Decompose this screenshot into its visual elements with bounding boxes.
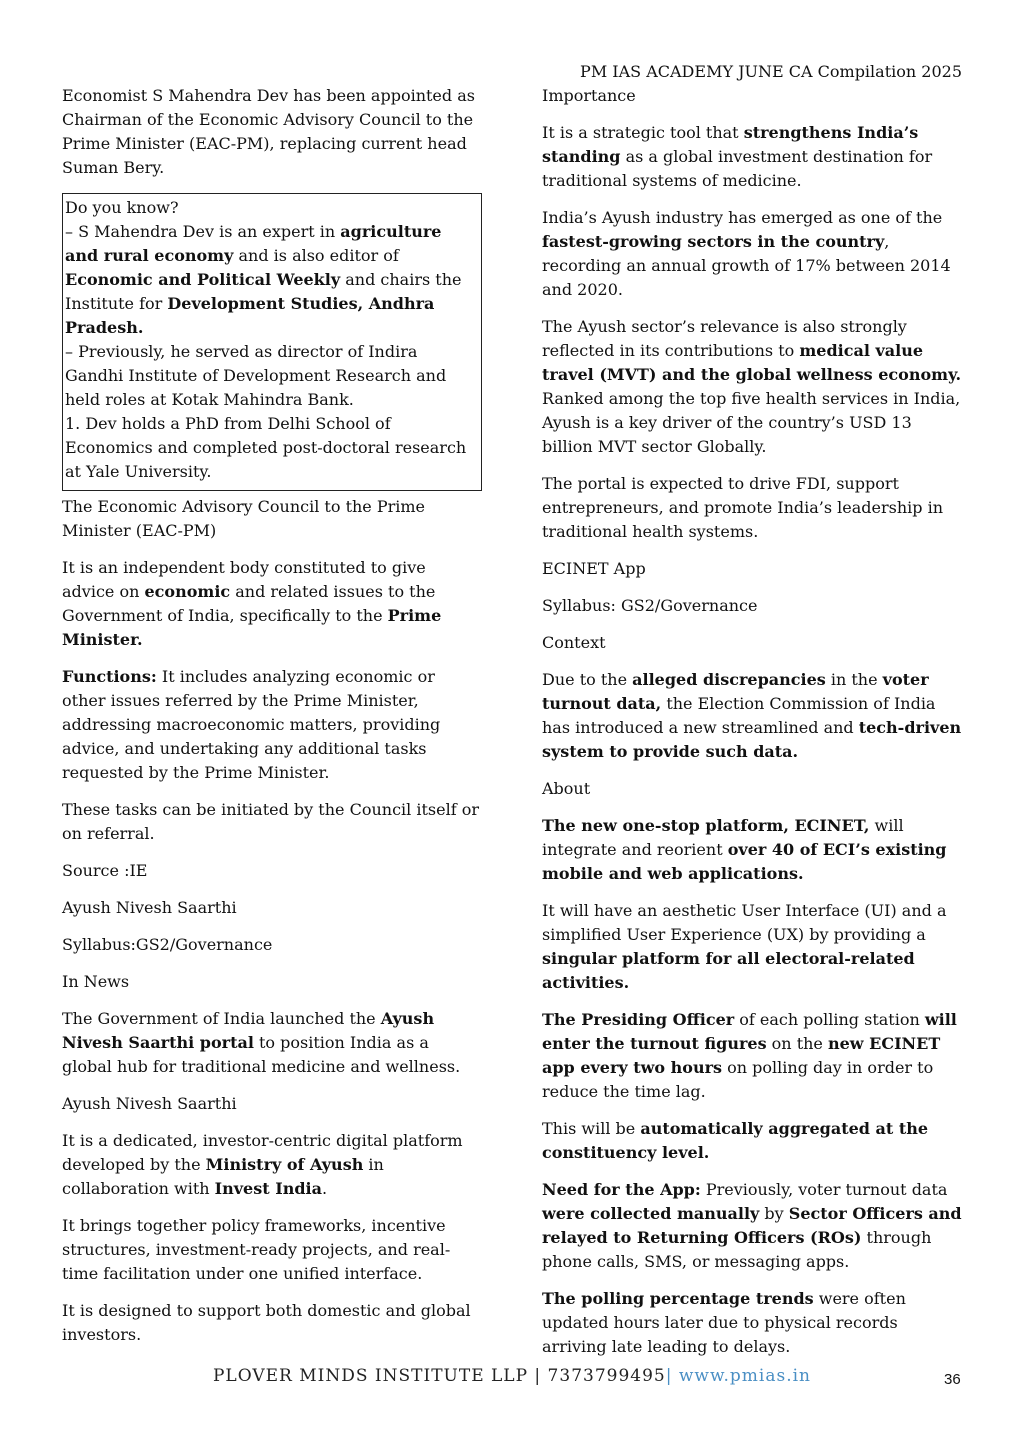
context-heading: Context xyxy=(542,633,606,652)
tasks-paragraph: These tasks can be initiated by the Council itself or on referral. xyxy=(62,800,479,843)
page-number: 36 xyxy=(944,1371,961,1388)
presiding-paragraph: The Presiding Officer of each polling station will enter the turnout figures on the new ECINET app every two hours on polling day in order to reduce the time lag. xyxy=(542,1010,957,1101)
sector-paragraph: The Ayush sector’s relevance is also strongly reflected in its contributions to medical value travel (MVT) and the global wellness economy. Ranked among the top five health services in India, Ayush is a key driver of the country’s USD 13 billion MVT sector Globally. xyxy=(542,317,962,456)
ecinet-syllabus: Syllabus: GS2/Governance xyxy=(542,596,758,615)
platform-paragraph: The new one-stop platform, ECINET, will integrate and reorient over 40 of ECI’s existing mobile and web applications. xyxy=(542,816,947,883)
left-column xyxy=(62,84,482,1360)
eac-paragraph: It is an independent body constituted to give advice on economic and related issues to the Government of India, specifically to the Prime Minister. xyxy=(62,558,442,649)
box-line-1: – S Mahendra Dev is an expert in agriculture and rural economy and is also editor of Economic and Political Weekly and chairs the Institute for Development Studies, Andhra Pradesh. xyxy=(65,222,462,337)
need-paragraph: Need for the App: Previously, voter turnout data were collected manually by Sector Officers and relayed to Returning Officers (ROs) through phone calls, SMS, or messaging apps. xyxy=(542,1180,962,1271)
context-paragraph: Due to the alleged discrepancies in the voter turnout data, the Election Commission of India has introduced a new streamlined and tech-driven system to provide such data. xyxy=(542,670,962,761)
about-heading: About xyxy=(542,779,591,798)
page-footer xyxy=(0,1366,1024,1386)
ecinet-heading: ECINET App xyxy=(542,559,646,578)
intro-paragraph: Economist S Mahendra Dev has been appointed as Chairman of the Economic Advisory Council to the Prime Minister (EAC-PM), replacing current head Suman Bery. xyxy=(62,86,475,177)
aggregated-paragraph: This will be automatically aggregated at the constituency level. xyxy=(542,1119,929,1162)
ayush-syllabus: Syllabus:GS2/Governance xyxy=(62,935,273,954)
page-header: PM IAS ACADEMY JUNE CA Compilation 2025 xyxy=(580,62,962,81)
brings-paragraph: It brings together policy frameworks, incentive structures, investment-ready projects, and real-time facilitation under one unified interface. xyxy=(62,1216,451,1283)
footer-separator: | xyxy=(665,1366,679,1386)
importance-paragraph: It is a strategic tool that strengthens India’s standing as a global investment destination for traditional systems of medicine. xyxy=(542,123,933,190)
source-label: Source :IE xyxy=(62,861,148,880)
box-title: Do you know? xyxy=(65,198,179,217)
industry-paragraph: India’s Ayush industry has emerged as one of the fastest-growing sectors in the country, recording an annual growth of 17% between 2014 and 2020. xyxy=(542,208,951,299)
box-line-2: – Previously, he served as director of Indira Gandhi Institute of Development Research and held roles at Kotak Mahindra Bank. xyxy=(65,342,447,409)
ui-paragraph: It will have an aesthetic User Interface (UI) and a simplified User Experience (UX) by providing a singular platform for all electoral-related activities. xyxy=(542,901,947,992)
do-you-know-box xyxy=(62,193,482,491)
importance-heading: Importance xyxy=(542,86,636,105)
eac-heading: The Economic Advisory Council to the Prime Minister (EAC-PM) xyxy=(62,497,426,540)
ayush-title: Ayush Nivesh Saarthi xyxy=(62,898,237,917)
box-line-3: 1. Dev holds a PhD from Delhi School of Economics and completed post-doctoral research at Yale University. xyxy=(65,414,467,481)
right-column xyxy=(542,84,964,1372)
ayush-subheading: Ayush Nivesh Saarthi xyxy=(62,1094,237,1113)
portal-paragraph: The portal is expected to drive FDI, support entrepreneurs, and promote India’s leadership in traditional health systems. xyxy=(542,474,944,541)
designed-paragraph: It is designed to support both domestic and global investors. xyxy=(62,1301,471,1344)
in-news-heading: In News xyxy=(62,972,130,991)
news-paragraph: The Government of India launched the Ayush Nivesh Saarthi portal to position India as a global hub for traditional medicine and wellness. xyxy=(62,1009,461,1076)
functions-paragraph: Functions: It includes analyzing economic or other issues referred by the Prime Minister, addressing macroeconomic matters, providing advice, and undertaking any additional tasks requested by the Prime Minister. xyxy=(62,667,441,782)
dedicated-paragraph: It is a dedicated, investor-centric digital platform developed by the Ministry of Ayush in collaboration with Invest India. xyxy=(62,1131,463,1198)
trends-paragraph: The polling percentage trends were often updated hours later due to physical records arriving late leading to delays. xyxy=(542,1289,906,1356)
footer-url[interactable]: www.pmias.in xyxy=(678,1366,812,1386)
footer-org: PLOVER MINDS INSTITUTE LLP | 7373799495 xyxy=(212,1366,666,1386)
